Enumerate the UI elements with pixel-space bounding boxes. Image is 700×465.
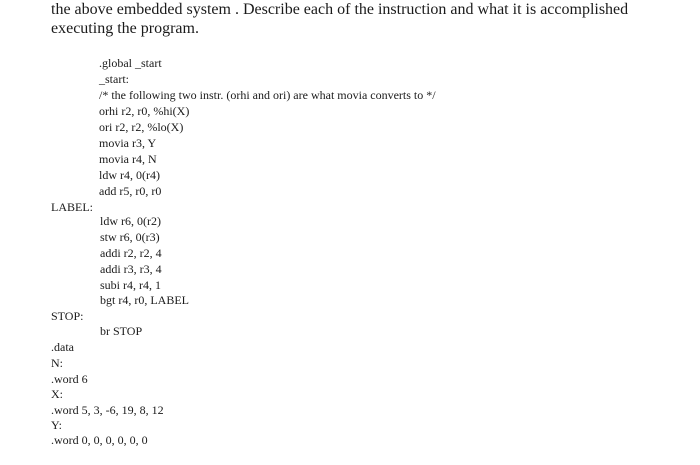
code-line-global-start: .global _start <box>99 56 162 70</box>
code-line-comment: /* the following two instr. (orhi and ori) are what movia converts to */ <box>99 88 436 102</box>
code-label-y: Y: <box>51 418 62 432</box>
code-line-data: .data <box>51 340 74 354</box>
code-label-x: X: <box>51 387 63 401</box>
code-line-word-y: .word 0, 0, 0, 0, 0, 0 <box>51 433 148 447</box>
code-line-start-label: _start: <box>99 72 129 86</box>
code-line-br-stop: br STOP <box>100 324 143 338</box>
code-label-n: N: <box>51 356 63 370</box>
code-label-loop: LABEL: <box>51 200 93 214</box>
code-line-movia-y: movia r3, Y <box>99 136 157 150</box>
code-line-ori: ori r2, r2, %lo(X) <box>99 120 184 134</box>
code-line-ldw-r6: ldw r6, 0(r2) <box>100 214 161 228</box>
code-line-orhi: orhi r2, r0, %hi(X) <box>99 104 190 118</box>
code-line-addi-r2: addi r2, r2, 4 <box>100 246 162 260</box>
code-line-addi-r3: addi r3, r3, 4 <box>100 262 162 276</box>
code-line-stw-r6: stw r6, 0(r3) <box>100 230 160 244</box>
code-line-movia-n: movia r4, N <box>99 152 157 166</box>
code-line-subi-r4: subi r4, r4, 1 <box>100 278 161 292</box>
code-label-stop: STOP: <box>51 309 84 323</box>
code-line-word-n: .word 6 <box>51 372 88 386</box>
question-line-2: executing the program. <box>51 20 199 37</box>
code-line-bgt: bgt r4, r0, LABEL <box>100 293 189 307</box>
code-line-add-r5: add r5, r0, r0 <box>99 184 162 198</box>
code-line-word-x: .word 5, 3, -6, 19, 8, 12 <box>51 403 164 417</box>
code-line-ldw-r4: ldw r4, 0(r4) <box>99 168 160 182</box>
question-line-1: the above embedded system . Describe each of the instruction and what it is accomplished <box>51 1 629 18</box>
